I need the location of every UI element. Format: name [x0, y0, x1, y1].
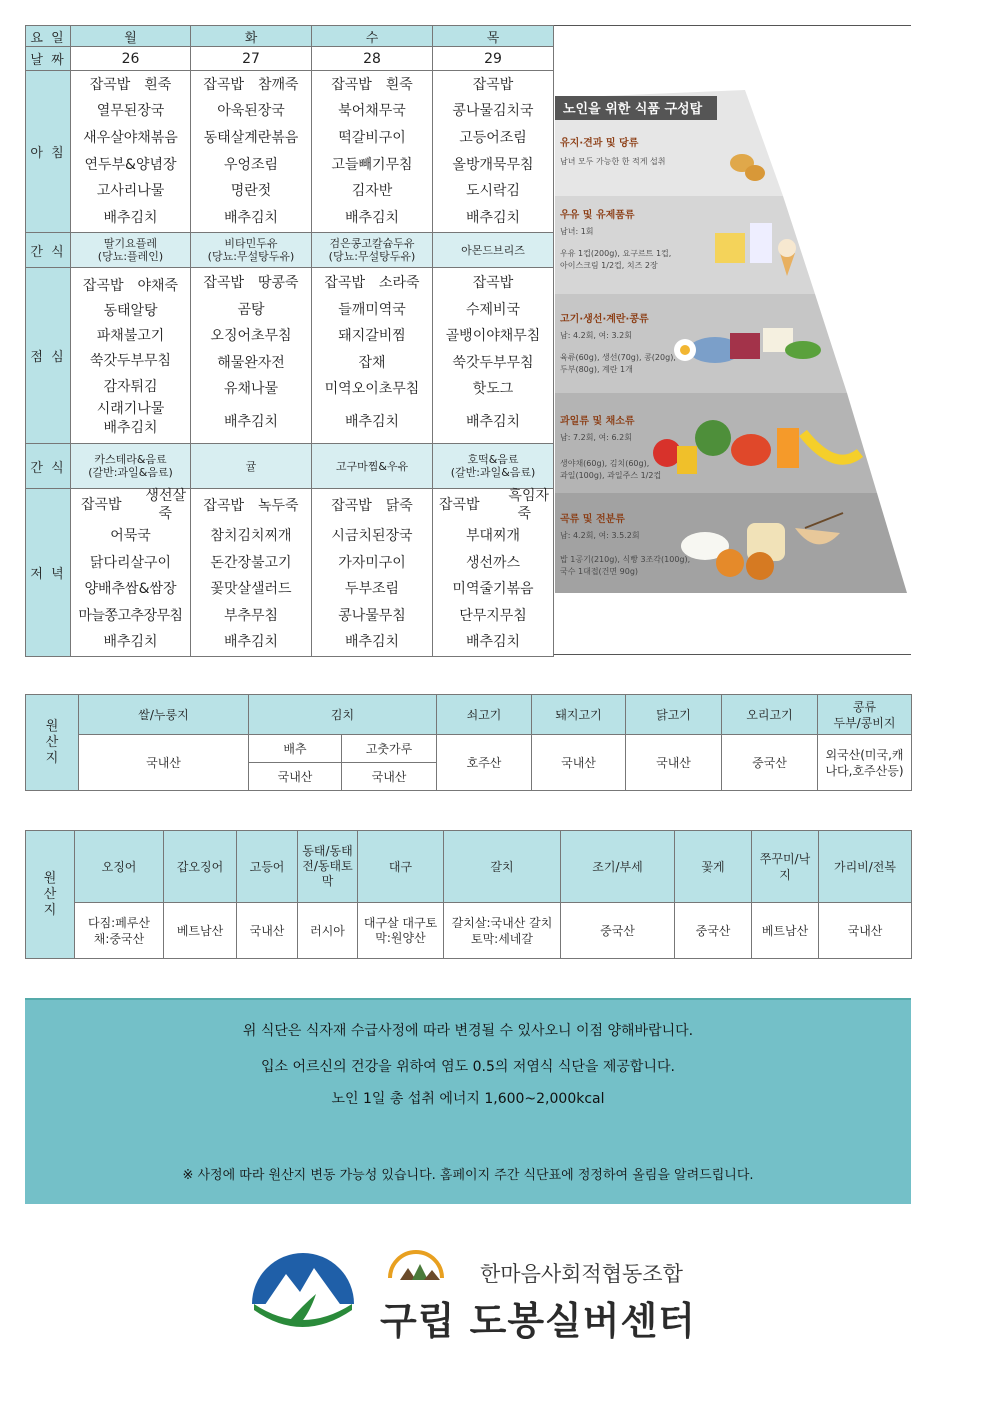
breakfast-thu [433, 71, 554, 233]
snack1-wed [312, 233, 433, 268]
menu-item: 연두부&양념장 [84, 156, 177, 173]
menu-item: (갈반:과일&음료) [450, 466, 536, 479]
dinner-mon-first [71, 489, 190, 523]
notice-line: 노인 1일 총 섭취 에너지 1,600~2,000kcal [331, 1091, 605, 1107]
menu-item: 잡채 [358, 354, 386, 371]
tier-desc: 남녀: 1회 [560, 227, 594, 236]
menu-item: 잡곡밥 흰죽 [89, 76, 172, 93]
day-mon: 월 [71, 26, 191, 47]
snack1-row [26, 233, 554, 268]
origin-value: 국내산 [237, 903, 298, 959]
origin-value: 중국산 [722, 735, 818, 791]
menu-item: 열무된장국 [96, 103, 165, 120]
menu-item: 들깨미역국 [338, 301, 406, 318]
menu-item: 양배추쌈&쌈장 [84, 581, 177, 598]
origin-header: 김치 [249, 695, 437, 735]
origin-header: 콩류 [852, 699, 877, 714]
origin-header: 쌀/누룽지 [79, 695, 249, 735]
origin-value: 중국산 [675, 903, 752, 959]
menu-item: 호떡&음료 [467, 453, 519, 466]
menu-item: 잡곡밥 닭죽 [331, 498, 413, 514]
day-label: 요 일 [26, 26, 71, 47]
menu-item: 우엉조림 [223, 156, 279, 173]
menu-item: 배추김치 [223, 413, 279, 430]
cooperative-logo-icon [386, 1250, 446, 1286]
menu-item: 유채나물 [223, 381, 279, 398]
origin-header: 가리비/전복 [819, 831, 912, 903]
menu-item: 수제비국 [465, 301, 521, 318]
origin-value: 베트남산 [752, 903, 819, 959]
origin-subheader: 고춧가루 [342, 735, 437, 763]
lunch-label: 점 심 [26, 268, 71, 444]
origin-header: 조기/부세 [561, 831, 675, 903]
pyramid-tier-grains [555, 493, 907, 593]
menu-item: 돈간장불고기 [210, 554, 292, 571]
menu-item: 명란젓 [230, 183, 272, 200]
day-thu: 목 [433, 26, 554, 47]
tier-desc: 육류(60g), 생선(70g), 콩(20g), [560, 353, 676, 362]
menu-item: 잡곡밥 [472, 76, 514, 93]
origin-header: 갑오징어 [164, 831, 237, 903]
menu-item: 단무지무침 [459, 607, 527, 624]
menu-item: 부대찌개 [465, 528, 521, 544]
date-row [26, 47, 554, 71]
menu-item: 고구마찜&우유 [335, 459, 409, 473]
menu-item: 고들빼기무침 [331, 156, 413, 173]
tier-desc: 남: 4.2회, 여: 3.2회 [560, 331, 632, 340]
tier-name: 과일류 및 채소류 [560, 416, 635, 427]
origin-value: 국내산 [342, 763, 437, 791]
menu-item: 골뱅이야채무침 [445, 328, 541, 345]
menu-item: 동태살계란볶음 [203, 129, 299, 146]
menu-item: 검은콩고칼슘두유 [329, 237, 415, 250]
dinner-tue [191, 489, 312, 657]
menu-item: 동태알탕 [103, 302, 158, 319]
notice-line: 위 식단은 식자재 수급사정에 따라 변경될 수 있사오니 이점 양해바랍니다. [242, 1023, 694, 1039]
lunch-tue [191, 268, 312, 444]
snack1-mon [71, 233, 191, 268]
menu-item: 돼지갈비찜 [338, 328, 406, 345]
menu-item: 잡곡밥 흰죽 [331, 76, 413, 93]
origin-value: 외국산(미국,캐나다,호주산등) [818, 735, 912, 791]
menu-item: 해물완자전 [217, 354, 285, 371]
menu-item: (당뇨:무설탕두유) [328, 250, 416, 263]
snack2-tue [191, 444, 312, 489]
food-pyramid [555, 88, 910, 598]
origin-value: 중국산 [561, 903, 675, 959]
menu-item: 쑥갓두부무침 [89, 352, 172, 369]
menu-item: 고등어조림 [459, 129, 527, 146]
mountain-logo-icon [250, 1248, 356, 1328]
lunch-wed [312, 268, 433, 444]
tier-desc: 국수 1대접(건면 90g) [560, 567, 639, 576]
menu-item: 꽃맛살샐러드 [210, 581, 292, 598]
menu-item: 배추김치 [223, 209, 279, 226]
menu-item: 배추김치 [465, 634, 521, 651]
menu-item: 고사리나물 [96, 183, 165, 200]
dinner-thu [433, 489, 554, 657]
menu-item: 떡갈비구이 [338, 129, 406, 146]
origin-header: 갈치 [444, 831, 561, 903]
snack2-row [26, 444, 554, 489]
menu-item: 배추김치 [344, 413, 400, 430]
origin-header: 돼지고기 [532, 695, 626, 735]
bottom-rule [553, 654, 911, 655]
menu-item: 쑥갓두부무침 [452, 354, 534, 371]
origin-subheader: 배추 [249, 735, 342, 763]
menu-item: 카스테라&음료 [94, 453, 167, 466]
tier-name: 유지·견과 및 당류 [560, 138, 639, 149]
menu-item: 잡곡밥 [472, 275, 514, 292]
menu-item: 배추김치 [465, 413, 521, 430]
snack2-label: 간 식 [26, 444, 71, 489]
menu-item: 콩나물김치국 [452, 103, 534, 120]
menu-item: 북어채무국 [338, 103, 406, 120]
menu-item: 올방개묵무침 [452, 156, 534, 173]
menu-item: 배추김치 [103, 209, 158, 226]
menu-item: (당뇨:플레인) [97, 250, 164, 263]
date-wed: 28 [312, 47, 433, 71]
menu-item: 부추무침 [223, 607, 279, 624]
origin-value: 국내산 [532, 735, 626, 791]
origin-table-1 [25, 694, 912, 791]
menu-item: 오징어초무침 [210, 328, 292, 345]
menu-item: 비타민두유 [224, 237, 278, 250]
menu-item: 곰탕 [237, 301, 265, 318]
snack1-tue [191, 233, 312, 268]
dinner-label: 저 녁 [26, 489, 71, 657]
menu-item: 죽 [158, 506, 172, 522]
tier-name: 고기·생선·계란·콩류 [560, 314, 649, 325]
origin-label: 원산지 [26, 831, 75, 959]
origin-value: 베트남산 [164, 903, 237, 959]
menu-item: 도시락김 [465, 183, 521, 200]
origin-header: 동태/동태전/동태토막 [298, 831, 358, 903]
menu-table [25, 25, 554, 657]
origin-header: 꽃게 [675, 831, 752, 903]
breakfast-label: 아 침 [26, 71, 71, 233]
tier-desc: 남녀 모두 가능한 한 적게 섭취 [560, 157, 666, 166]
pyramid-title: 노인을 위한 식품 구성탑 [563, 102, 703, 117]
dinner-wed [312, 489, 433, 657]
origin-value: 호주산 [437, 735, 532, 791]
menu-item: 흑임자 [508, 488, 549, 504]
menu-item: 감자튀김 [103, 378, 158, 395]
menu-item: 잡곡밥 [439, 497, 480, 513]
lunch-row [26, 268, 554, 444]
origin-table-2 [25, 830, 912, 959]
origin-header: 쭈꾸미/낙지 [752, 831, 819, 903]
notice-box [25, 998, 911, 1204]
date-thu: 29 [433, 47, 554, 71]
date-label: 날 짜 [26, 47, 71, 71]
menu-item: 참치김치찌개 [210, 528, 292, 544]
tier-desc: 남: 4.2회, 여: 3.5.2회 [560, 531, 640, 540]
cooperative-name: 한마음사회적협동조합 [480, 1262, 683, 1286]
snack1-label: 간 식 [26, 233, 71, 268]
origin-label: 원산지 [26, 695, 79, 791]
menu-item: 배추김치 [344, 634, 400, 651]
breakfast-mon [71, 71, 191, 233]
menu-item: 배추김치 [103, 419, 158, 436]
origin-value: 국내산 [79, 735, 249, 791]
day-wed: 수 [312, 26, 433, 47]
menu-item: 미역줄기볶음 [452, 581, 534, 598]
origin-header: 닭고기 [626, 695, 722, 735]
breakfast-wed [312, 71, 433, 233]
date-mon: 26 [71, 47, 191, 71]
menu-item: 핫도그 [472, 381, 514, 398]
menu-item: 아욱된장국 [217, 103, 285, 120]
snack1-thu [433, 233, 554, 268]
dinner-thu-first [433, 489, 553, 523]
tier-desc: 남: 7.2회, 여: 6.2회 [560, 433, 632, 442]
menu-item: 아몬드브리즈 [461, 243, 525, 257]
center-name: 구립 도봉실버센터 [380, 1299, 696, 1343]
notice-line: ※ 사정에 따라 원산지 변동 가능성 있습니다. 홈페이지 주간 식단표에 정정하여 올림을 알려드립니다. [182, 1168, 754, 1183]
origin-header: 오리고기 [722, 695, 818, 735]
menu-item: 가자미구이 [338, 554, 406, 571]
snack2-thu [433, 444, 554, 489]
tier-desc: 밥 1공기(210g), 식빵 3조각(100g), [560, 555, 691, 564]
tier-name: 우유 및 유제품류 [560, 210, 635, 221]
menu-item: 죽 [517, 506, 531, 522]
notice-line: 입소 어르신의 건강을 위하여 염도 0.5의 저염식 식단을 제공합니다. [261, 1059, 675, 1075]
dinner-row [26, 489, 554, 657]
origin-value: 대구살 대구토막:원양산 [358, 903, 444, 959]
menu-item: 닭다리살구이 [89, 554, 172, 571]
snack2-mon [71, 444, 191, 489]
menu-item: 두부조림 [344, 581, 400, 598]
tier-desc: 과일(100g), 과일주스 1/2컵 [560, 471, 662, 480]
menu-item: 김자반 [351, 183, 393, 200]
snack2-wed [312, 444, 433, 489]
origin-value: 국내산 [249, 763, 342, 791]
menu-item: 잡곡밥 소라죽 [324, 275, 420, 292]
lunch-thu [433, 268, 554, 444]
menu-item: 어묵국 [110, 528, 151, 544]
menu-item: (갈반:과일&음료) [88, 466, 173, 479]
menu-item: 생선까스 [465, 554, 521, 571]
menu-item: 잡곡밥 야채죽 [82, 277, 179, 294]
top-rule [553, 25, 911, 26]
menu-item: 콩나물무침 [338, 607, 406, 624]
menu-item: 시래기나물 [96, 400, 165, 417]
menu-item: 새우살야채볶음 [83, 129, 178, 146]
menu-item: 배추김치 [344, 209, 400, 226]
menu-item: (당뇨:무설탕두유) [207, 250, 295, 263]
origin-value: 러시아 [298, 903, 358, 959]
tier-desc: 두부(80g), 계란 1개 [560, 365, 633, 374]
origin-value: 갈치살:국내산 갈치토막:세네갈 [444, 903, 561, 959]
day-tue: 화 [191, 26, 312, 47]
menu-item: 잡곡밥 [81, 497, 122, 513]
breakfast-row [26, 71, 554, 233]
tier-desc: 아이스크림 1/2컵, 치즈 2장 [560, 261, 658, 270]
menu-item: 생선살 [145, 488, 186, 504]
lunch-mon [71, 268, 191, 444]
tier-desc: 우유 1컵(200g), 요구르트 1컵, [560, 249, 672, 258]
breakfast-tue [191, 71, 312, 233]
origin-value: 다짐:페루산 채:중국산 [75, 903, 164, 959]
day-row [26, 26, 554, 47]
origin-header: 쇠고기 [437, 695, 532, 735]
origin-header: 대구 [358, 831, 444, 903]
menu-item: 배추김치 [103, 634, 158, 651]
menu-item: 파채불고기 [96, 327, 165, 344]
dinner-mon [71, 489, 191, 657]
tier-desc: 생야채(60g), 김치(60g), [560, 459, 650, 468]
date-tue: 27 [191, 47, 312, 71]
tier-name: 곡류 및 전분류 [560, 514, 625, 525]
origin-value: 국내산 [626, 735, 722, 791]
menu-item: 배추김치 [223, 634, 279, 651]
menu-item: 잡곡밥 땅콩죽 [203, 275, 299, 292]
menu-item: 귤 [245, 459, 257, 473]
menu-item: 미역오이초무침 [324, 381, 420, 398]
origin-header: 오징어 [75, 831, 164, 903]
origin-subheader: 두부/콩비지 [833, 715, 896, 730]
menu-item: 마늘쫑고추장무침 [78, 607, 183, 624]
origin-header: 고등어 [237, 831, 298, 903]
origin-header-beans [818, 695, 912, 735]
menu-item: 배추김치 [465, 209, 521, 226]
origin-value: 국내산 [819, 903, 912, 959]
menu-item: 딸기요플레 [103, 237, 158, 250]
menu-item: 잡곡밥 참깨죽 [203, 76, 299, 93]
menu-item: 잡곡밥 녹두죽 [203, 498, 299, 514]
menu-item: 시금치된장국 [331, 528, 413, 544]
